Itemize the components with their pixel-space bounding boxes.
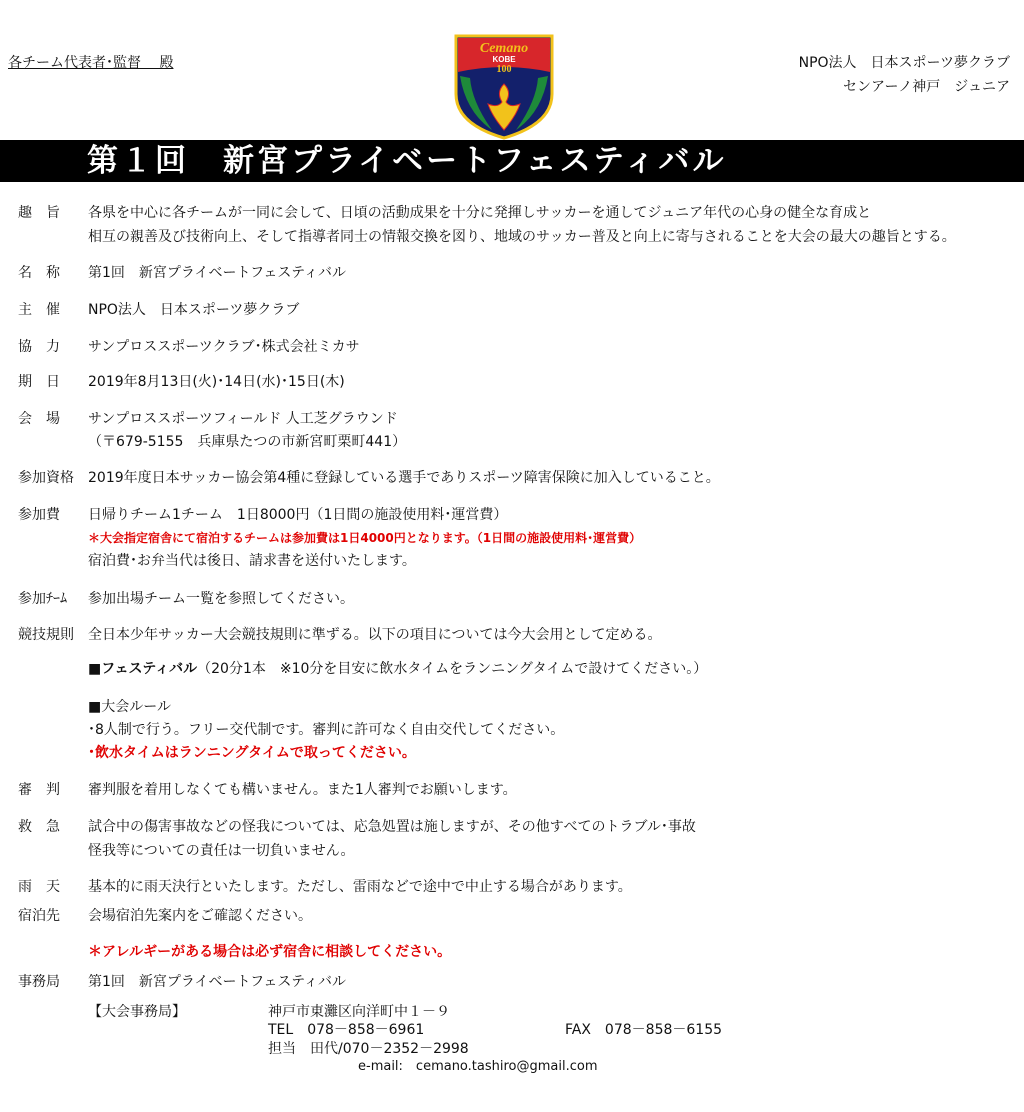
festival-format-title: ■フェスティバル [88, 661, 198, 677]
office-email[interactable]: e-mail: cemano.tashiro@gmail.com [358, 1059, 598, 1074]
organizer-name: NPO法人 日本スポーツ夢クラブ [798, 55, 1010, 71]
eligibility-value: 2019年度日本サッカー協会第4種に登録している選手でありスポーツ障害保険に加入していること。 [88, 470, 720, 486]
label-fee: 参加費 [18, 507, 60, 523]
office-contact-person: 担当 田代/070－2352－2998 [268, 1041, 469, 1057]
referee-value: 審判服を着用しなくても構いません。また1人審判でお願いします。 [88, 782, 517, 798]
label-eligibility: 参加資格 [18, 470, 74, 486]
office-tel: TEL 078－858－6961 [268, 1022, 425, 1038]
label-lodging: 宿泊先 [18, 908, 60, 924]
organizer-team: センアーノ神戸 ジュニア [842, 79, 1010, 95]
teams-value: 参加出場チーム一覧を参照してください。 [88, 591, 354, 607]
title-banner [0, 140, 1024, 182]
fee-invoice-note: 宿泊費･お弁当代は後日、請求書を送付いたします。 [88, 553, 416, 569]
venue-name: サンプロススポーツフィールド 人工芝グラウンド [88, 411, 398, 427]
date-value: 2019年8月13日(火)･14日(水)･15日(木) [88, 374, 345, 390]
label-first-aid: 救 急 [18, 819, 60, 835]
label-venue: 会 場 [18, 411, 60, 427]
tournament-rule-1: ･8人制で行う。フリー交代制です。審判に許可なく自由交代してください。 [88, 722, 565, 738]
crest-top-text: Cemano [479, 41, 529, 56]
fee-hotel-note: ＊大会指定宿舎にて宿泊するチームは参加費は1日4000円となります。（1日間の施設使用料･運営費） [88, 531, 642, 545]
label-referee: 審 判 [18, 782, 60, 798]
label-date: 期 日 [18, 374, 60, 390]
support-value: サンプロススポーツクラブ･株式会社ミカサ [88, 339, 360, 355]
office-fax: FAX 078－858－6155 [565, 1022, 723, 1038]
label-rules: 競技規則 [18, 627, 74, 643]
allergy-note: ＊アレルギーがある場合は必ず宿舎に相談してください。 [88, 944, 452, 960]
label-teams: 参加ﾁｰﾑ [18, 591, 67, 607]
label-secretariat: 事務局 [18, 974, 60, 990]
festival-format-detail: （20分1本 ※10分を目安に飲水タイムをランニングタイムで設けてください。） [197, 661, 708, 677]
page-title: 第１回 新宮プライベートフェスティバル [87, 143, 727, 179]
first-aid-line-1: 試合中の傷害事故などの怪我については、応急処置は施しますが、その他すべてのトラブル･事故 [88, 819, 696, 835]
crest-bottom-text: 100 [496, 64, 512, 75]
rain-value: 基本的に雨天決行といたします。ただし、雷雨などで途中で中止する場合があります。 [88, 879, 632, 895]
label-host: 主 催 [18, 302, 60, 318]
crest-mid-text: KOBE [492, 55, 516, 64]
office-label: 【大会事務局】 [88, 1004, 186, 1020]
venue-address: （〒679-5155 兵庫県たつの市新宮町栗町441） [88, 434, 407, 450]
host-value: NPO法人 日本スポーツ夢クラブ [88, 302, 300, 318]
fee-day-team: 日帰りチーム1チーム 1日8000円（1日間の施設使用料･運営費） [88, 507, 508, 523]
label-rain: 雨 天 [18, 879, 60, 895]
purpose-line-1: 各県を中心に各チームが一同に会して、日頃の活動成果を十分に発揮しサッカーを通してジュニア年代の心身の健全な育成と [88, 205, 872, 221]
secretariat-value: 第1回 新宮プライベートフェスティバル [88, 974, 346, 990]
addressee: 各チーム代表者･監督 殿 [8, 55, 174, 71]
tournament-rule-2: ･飲水タイムはランニングタイムで取ってください。 [88, 745, 416, 761]
rules-value: 全日本少年サッカー大会競技規則に準ずる。以下の項目については今大会用として定める。 [88, 627, 662, 643]
festival-format [88, 662, 707, 676]
purpose-line-2: 相互の親善及び技術向上、そして指導者同士の情報交換を図り、地域のサッカー普及と向上に寄与されることを大会の最大の趣旨とする。 [88, 229, 956, 245]
office-address: 神戸市東灘区向洋町中１－９ [268, 1004, 450, 1020]
label-purpose: 趣 旨 [18, 205, 60, 221]
event-name: 第1回 新宮プライベートフェスティバル [88, 265, 346, 281]
tournament-rules-title: ■大会ルール [88, 699, 171, 715]
label-support: 協 力 [18, 339, 60, 355]
label-name: 名 称 [18, 265, 60, 281]
lodging-value: 会場宿泊先案内をご確認ください。 [88, 908, 312, 924]
first-aid-line-2: 怪我等についての責任は一切負いません。 [88, 843, 355, 859]
club-crest-logo [452, 32, 556, 140]
